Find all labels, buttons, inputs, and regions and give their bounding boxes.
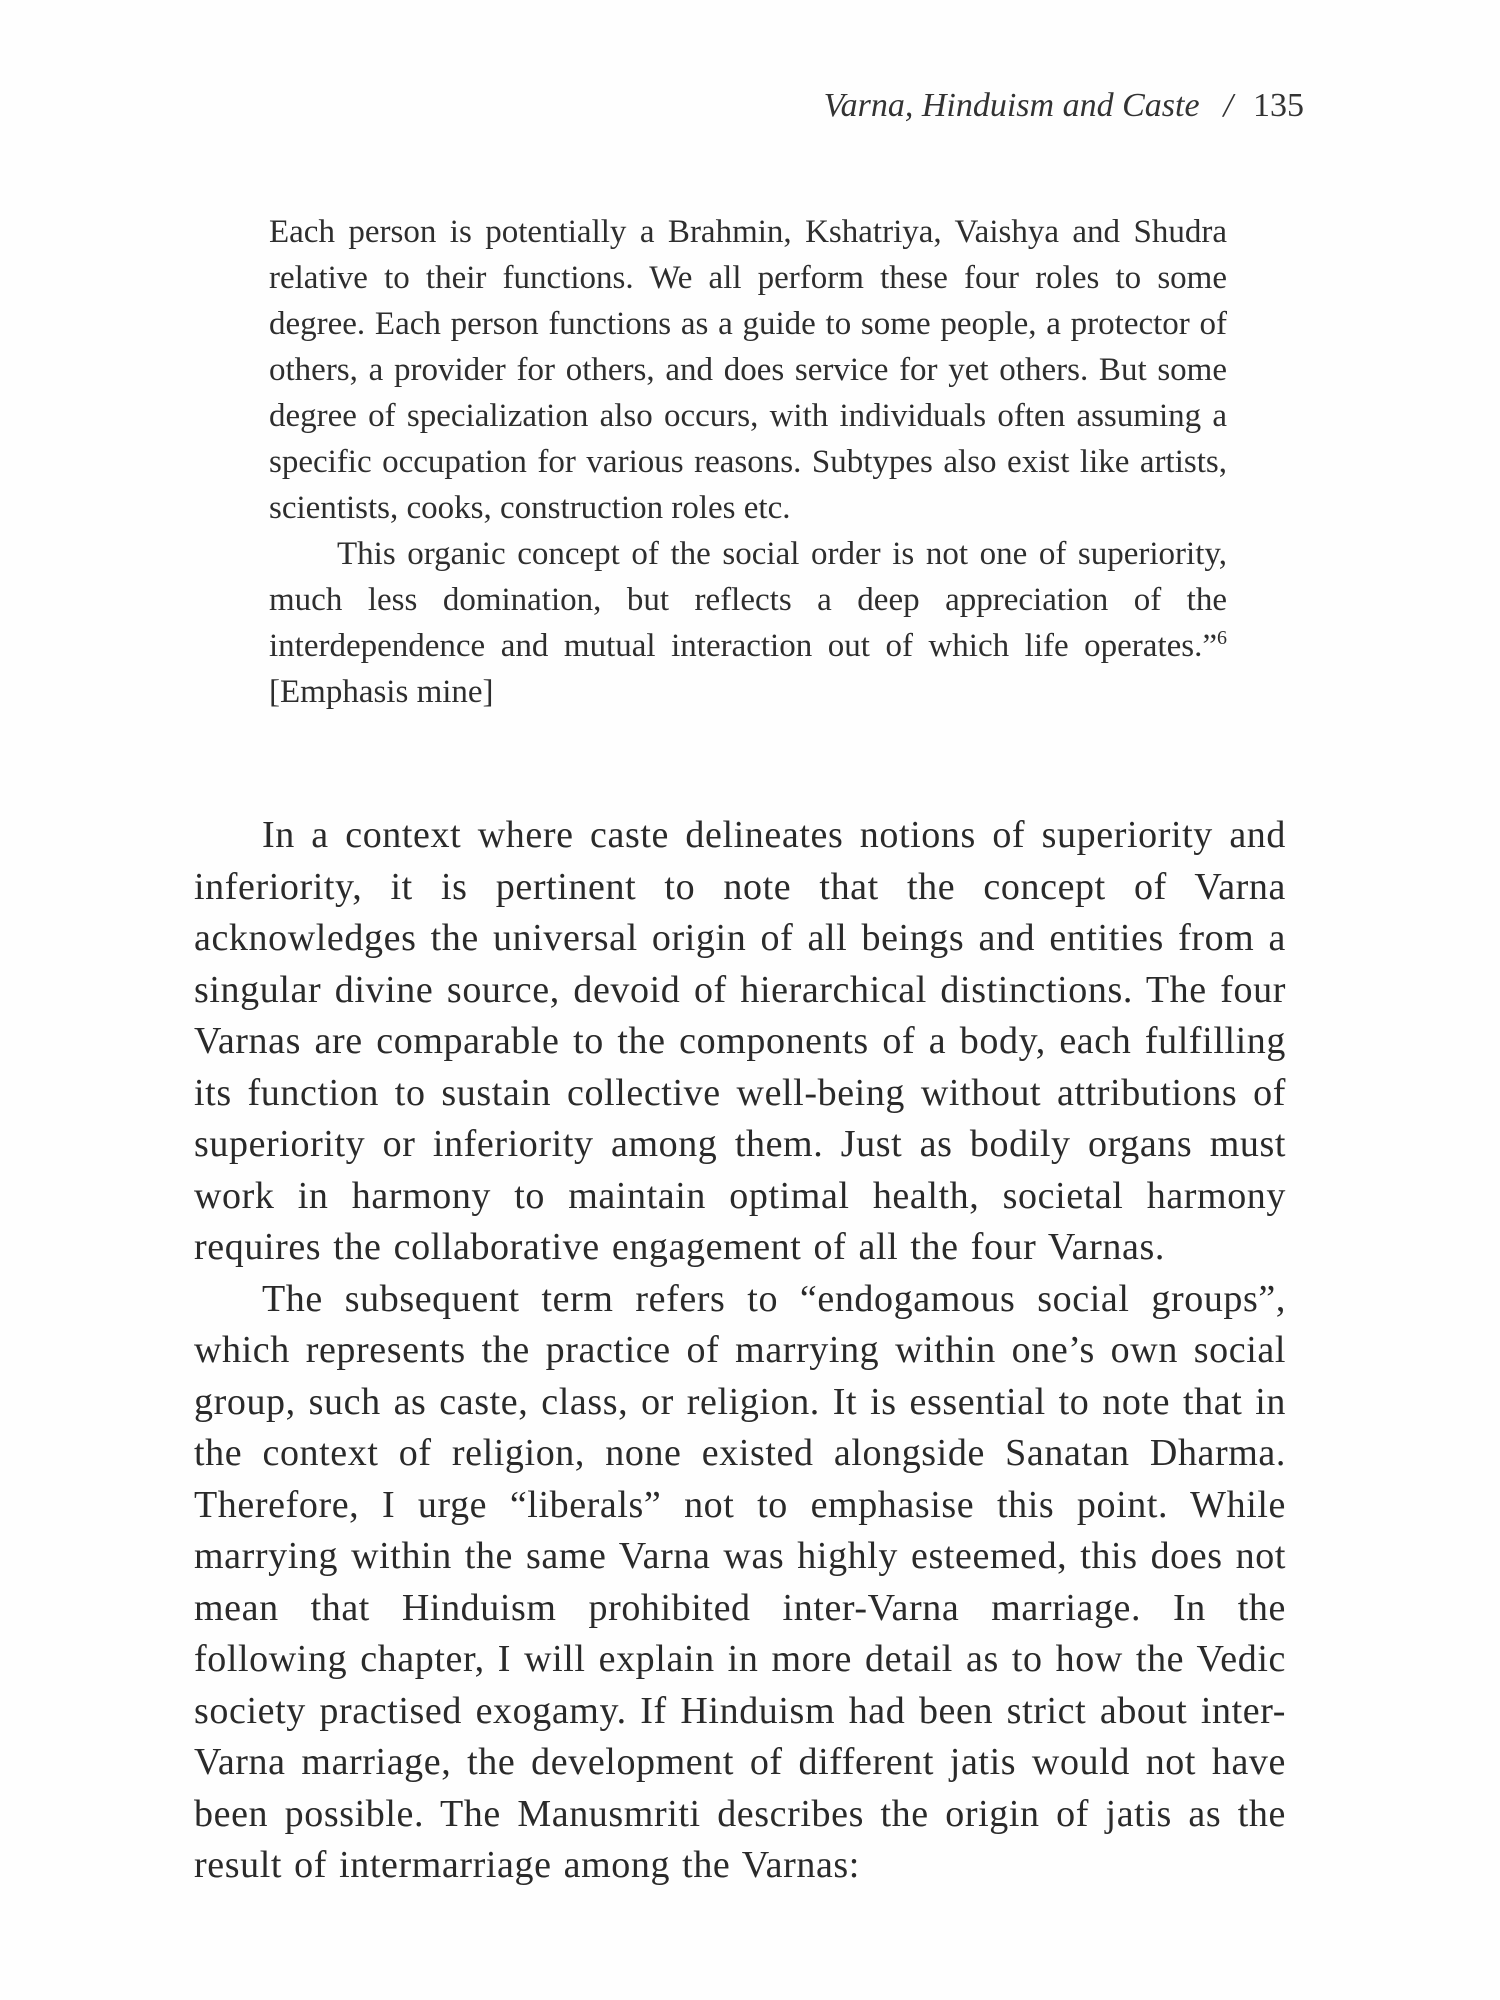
running-header [824, 86, 1304, 126]
running-title: Varna, Hinduism and Caste [823, 87, 1200, 124]
block-quote [269, 209, 1227, 715]
page-number: 135 [1253, 87, 1304, 124]
emphasis-note: [Emphasis mine] [269, 674, 494, 710]
footnote-marker: 6 [1217, 627, 1227, 649]
body-text [194, 810, 1286, 1892]
body-paragraph-2: The subsequent term refers to “endogamous social groups”, which represents the practice of marrying within one’s own social group, such as caste, class, or religion. It is essential to note that in the context of religion, none existed alongside Sanatan Dharma. Therefore, I urge “liberals” not to emphasise this point. While marrying within the same Varna was highly esteemed, this does not mean that Hinduism prohibited inter-Varna marriage. In the following chapter, I will explain in more detail as to how the Vedic society practised exogamy. If Hinduism had been strict about inter-Varna marriage, the development of different jatis would not have been possible. The Manusmriti describes the origin of jatis as the result of intermarriage among the Varnas: [194, 1277, 1286, 1886]
quote-paragraph-2 [269, 531, 1227, 715]
quote-paragraph-1: Each person is potentially a Brahmin, Kshatriya, Vaishya and Shudra relative to their functions. We all perform these four roles to some degree. Each person functions as a guide to some people, a protector of others, a provider for others, and does service for yet others. But some degree of specialization also occurs, with individuals often assuming a specific occupation for various reasons. Subtypes also exist like artists, scientists, cooks, construction roles etc. [269, 214, 1227, 526]
body-paragraph-1: In a context where caste delineates notions of superiority and inferiority, it is pertinent to note that the concept of Varna acknowledges the universal origin of all beings and entities from a singular divine source, devoid of hierarchical distinctions. The four Varnas are comparable to the components of a body, each fulfilling its function to sustain collective well-being without attributions of superiority or inferiority among them. Just as bodily organs must work in harmony to maintain optimal health, societal harmony requires the collaborative engagement of all the four Varnas. [194, 814, 1286, 1268]
quote-paragraph-2-text: This organic concept of the social order is not one of superiority, much less domination, but reflects a deep appreciation of the interdependence and mutual interaction out of which life operates.” [269, 536, 1227, 664]
header-separator: / [1223, 87, 1233, 124]
